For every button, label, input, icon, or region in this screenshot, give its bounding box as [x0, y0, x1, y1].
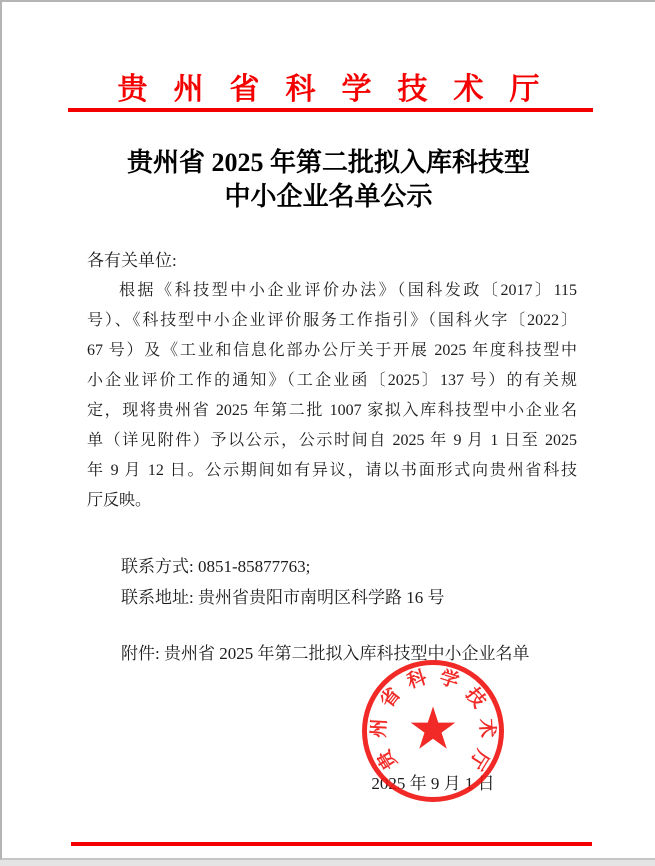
- letterhead-divider: [68, 108, 593, 112]
- seal-arc-char: 州: [368, 718, 391, 739]
- contact-block: [87, 551, 597, 613]
- document-title-line1: 贵州省 2025 年第二批拟入库科技型: [126, 148, 530, 177]
- seal-arc-char: 学: [436, 667, 462, 693]
- attachment-line: 附件: 贵州省 2025 年第二批拟入库科技型中小企业名单: [121, 644, 530, 663]
- body-line: 67 号）及《工业和信息化部办公厅关于开展 2025 年度科技型中: [87, 342, 577, 359]
- body-line: 小企业评价工作的通知》（工企业函〔2025〕137 号）的有关规: [87, 372, 577, 389]
- seal-arc-char: 贵: [373, 745, 402, 773]
- document-date: 2025 年 9 月 1 日: [371, 774, 495, 793]
- seal-arc-char: 厅: [464, 745, 493, 773]
- salutation: 各有关单位:: [87, 251, 177, 270]
- contact-address: 联系地址: 贵州省贵阳市南明区科学路 16 号: [121, 588, 445, 607]
- document-title-line2: 中小企业名单公示: [224, 182, 433, 211]
- seal-arc-char: 术: [475, 718, 498, 739]
- official-seal: [362, 660, 504, 802]
- body-line: 定，现将贵州省 2025 年第二批 1007 家拟入库科技型中小企业名: [87, 402, 577, 419]
- body-line: 根据《科技型中小企业评价办法》（国科发政〔2017〕115: [119, 282, 577, 299]
- document-body: [87, 246, 577, 516]
- seal-arc-char: 技: [461, 684, 490, 713]
- seal-arc-char: 省: [376, 684, 405, 713]
- footer-divider: [71, 842, 592, 846]
- letterhead-agency-title: 贵州省科学技术厅: [117, 73, 566, 106]
- body-line: 号）、《科技型中小企业评价服务工作指引》（国科火字〔2022〕: [87, 312, 577, 329]
- body-line: 单（详见附件）予以公示，公示时间自 2025 年 9 月 1 日至 2025: [87, 432, 577, 449]
- star-icon: ★: [407, 694, 459, 763]
- document-title: [2, 146, 655, 214]
- body-line: 年 9 月 12 日。公示期间如有异议，请以书面形式向贵州省科技: [87, 462, 577, 479]
- seal-arc-char: 科: [404, 667, 430, 693]
- contact-phone: 联系方式: 0851-85877763;: [121, 557, 311, 576]
- body-line: 厅反映。: [87, 492, 152, 509]
